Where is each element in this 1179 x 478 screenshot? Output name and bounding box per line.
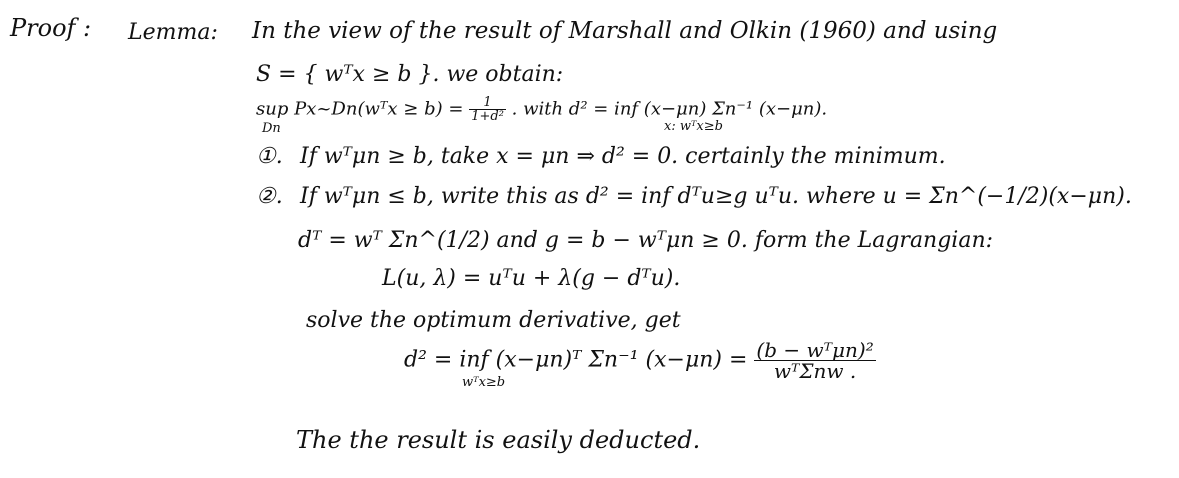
conclusion: The the result is easily deducted. (296, 426, 701, 454)
final-fraction (754, 340, 875, 381)
final-fraction-num: (b − wᵀμn)² (756, 338, 874, 362)
intro-line-1: In the view of the result of Marshall and Olkin (1960) and using (252, 18, 998, 44)
sup-subscript: Dn (262, 121, 281, 136)
case-1-text: If wᵀμn ≥ b, take x = μn ⇒ d² = 0. certainly the minimum. (300, 144, 946, 169)
proof-label: Proof : (10, 14, 92, 42)
sup-equation (256, 96, 827, 123)
final-inf-subscript: wᵀx≥b (462, 375, 506, 390)
solve-text: solve the optimum derivative, get (306, 308, 681, 333)
sup-with-clause: . with d² = inf (x−μn) Σn⁻¹ (x−μn). (511, 98, 828, 120)
case-2-marker: ②. (256, 184, 283, 209)
lemma-label: Lemma: (128, 20, 218, 45)
sup-fraction-num: 1 (469, 96, 506, 110)
lagrangian: L(u, λ) = uᵀu + λ(g − dᵀu). (382, 266, 681, 291)
case-2-line-2: dᵀ = wᵀ Σn^(1/2) and g = b − wᵀμn ≥ 0. form the Lagrangian: (298, 228, 994, 253)
sup-fraction-den: 1+d² (471, 109, 504, 124)
inf-subscript: x: wᵀx≥b (664, 119, 723, 134)
intro-line-2: S = { wᵀx ≥ b }. we obtain: (256, 62, 564, 87)
sup-fraction (469, 96, 506, 123)
final-equation-lhs: d² = inf (x−μn)ᵀ Σn⁻¹ (x−μn) = (404, 347, 748, 373)
sup-lhs: sup P (256, 98, 307, 120)
case-1-marker: ①. (256, 144, 283, 169)
final-fraction-den: wᵀΣnw . (773, 359, 857, 383)
sup-lhs-rest: x~Dn(wᵀx ≥ b) = (306, 98, 464, 120)
case-2-text: If wᵀμn ≤ b, write this as d² = inf dᵀu≥g uᵀu. where u = Σn^(−1/2)(x−μn). (300, 184, 1132, 209)
